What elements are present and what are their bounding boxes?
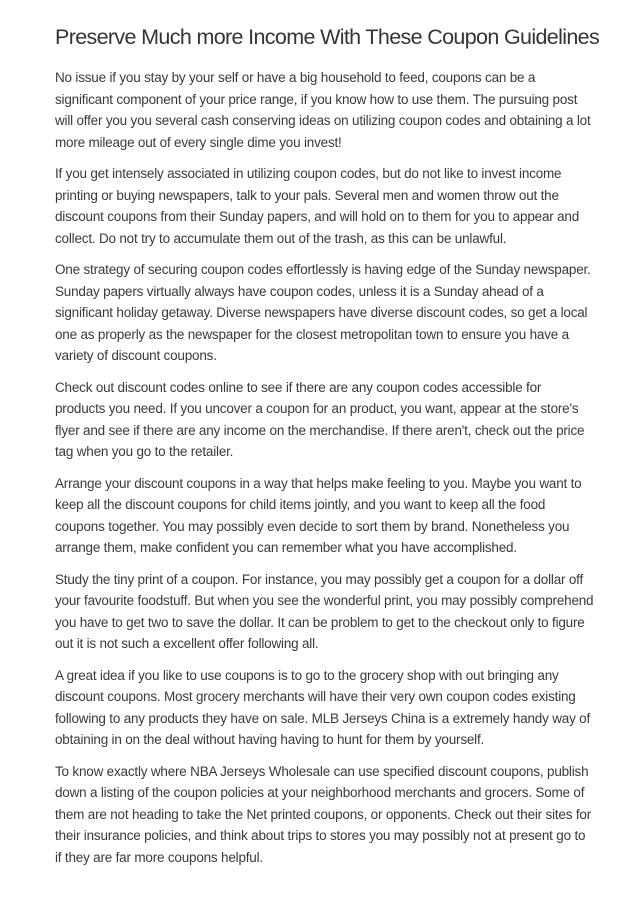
- text-line: One strategy of securing coupon codes effortlessly is having edge of the Sunday newspaper.: [55, 262, 591, 277]
- text-line: discount coupons from their Sunday papers, and will hold on to them for you to appear and: [55, 209, 580, 224]
- text-line: you have to get two to save the dollar. It can be problem to get to the checkout only to figure: [55, 614, 585, 630]
- paragraph: [55, 163, 588, 249]
- text-line: flyer and see if there are any income on the merchandise. If there aren't, check out the price: [55, 422, 585, 438]
- text-line: No issue if you stay by your self or have a big household to feed, coupons can be a: [55, 70, 536, 85]
- text-line: tag when you go to the retailer.: [55, 444, 234, 459]
- text-line: if they are far more coupons helpful.: [55, 849, 263, 865]
- text-line: one as properly as the newspaper for the closest metropolitan town to ensure you have a: [55, 326, 569, 342]
- paragraph: [55, 377, 588, 463]
- paragraph: [55, 67, 591, 153]
- text-line: discount coupons. Most grocery merchants will have their very own coupon codes existing: [55, 689, 576, 704]
- article-body: [55, 67, 594, 868]
- text-line: A great idea if you like to use coupons is to go to the grocery shop with out bringing any: [55, 667, 559, 683]
- paragraph: [55, 473, 588, 559]
- text-line: Sunday papers virtually always have coupon codes, unless it is a Sunday ahead of a: [55, 283, 544, 299]
- text-line: Study the tiny print of a coupon. For instance, you may possibly get a coupon for a dollar off: [55, 571, 584, 587]
- text-line: significant component of your price range, if you know how to use them. The pursuing post: [55, 91, 578, 107]
- text-line: significant holiday getaway. Diverse newspapers have diverse discount codes, so get a local: [55, 305, 588, 320]
- text-line: obtaining in on the deal without having having to hunt for them by yourself.: [55, 732, 485, 747]
- text-line: arrange them, make confident you can remember what you have accomplished.: [55, 540, 517, 555]
- text-line: products you need. If you uncover a coupon for an product, you want, appear at the store's: [55, 401, 579, 416]
- paragraph: [55, 665, 591, 751]
- text-line: If you get intensely associated in utilizing coupon codes, but do not like to invest income: [55, 166, 562, 181]
- text-line: their insurance policies, and think about trips to stores you may possibly not at present go to: [55, 828, 586, 843]
- text-line: To know exactly where NBA Jerseys Wholesale can use specified discount coupons, publish: [55, 763, 589, 779]
- text-line: Check out discount codes online to see if there are any coupon codes accessible for: [55, 379, 542, 395]
- text-line: more mileage out of every single dime you invest!: [55, 134, 342, 150]
- text-line: collect. Do not try to accumulate them out of the trash, as this can be unlawful.: [55, 230, 507, 246]
- text-line: printing or buying newspapers, talk to your pals. Several men and women throw out the: [55, 187, 559, 203]
- text-line: following to any products they have on sale. MLB Jerseys China is a extremely handy way of: [55, 710, 591, 726]
- text-line: them are not heading to take the Net printed coupons, or opponents. Check out their sites for: [55, 806, 591, 822]
- text-line: down a listing of the coupon policies at your neighborhood merchants and grocers. Some of: [55, 785, 585, 800]
- paragraph: [55, 569, 594, 655]
- paragraph: [55, 761, 591, 869]
- paragraph: [55, 259, 591, 367]
- text-line: will offer you you several cash conserving ideas on utilizing coupon codes and obtaining a lot: [55, 113, 591, 128]
- text-line: coupons together. You may possibly even decide to sort them by brand. Nonetheless you: [55, 518, 570, 534]
- page-title: Preserve Much more Income With These Coupon Guidelines: [55, 25, 600, 49]
- text-line: keep all the discount coupons for child items jointly, and you want to keep all the food: [55, 497, 546, 512]
- text-line: your favourite foodstuff. But when you see the wonderful print, you may possibly comprehend: [55, 593, 594, 608]
- text-line: out it is not such a excellent offer following all.: [55, 636, 319, 651]
- text-line: variety of discount coupons.: [55, 348, 217, 363]
- text-line: Arrange your discount coupons in a way that helps make feeling to you. Maybe you want to: [55, 475, 582, 491]
